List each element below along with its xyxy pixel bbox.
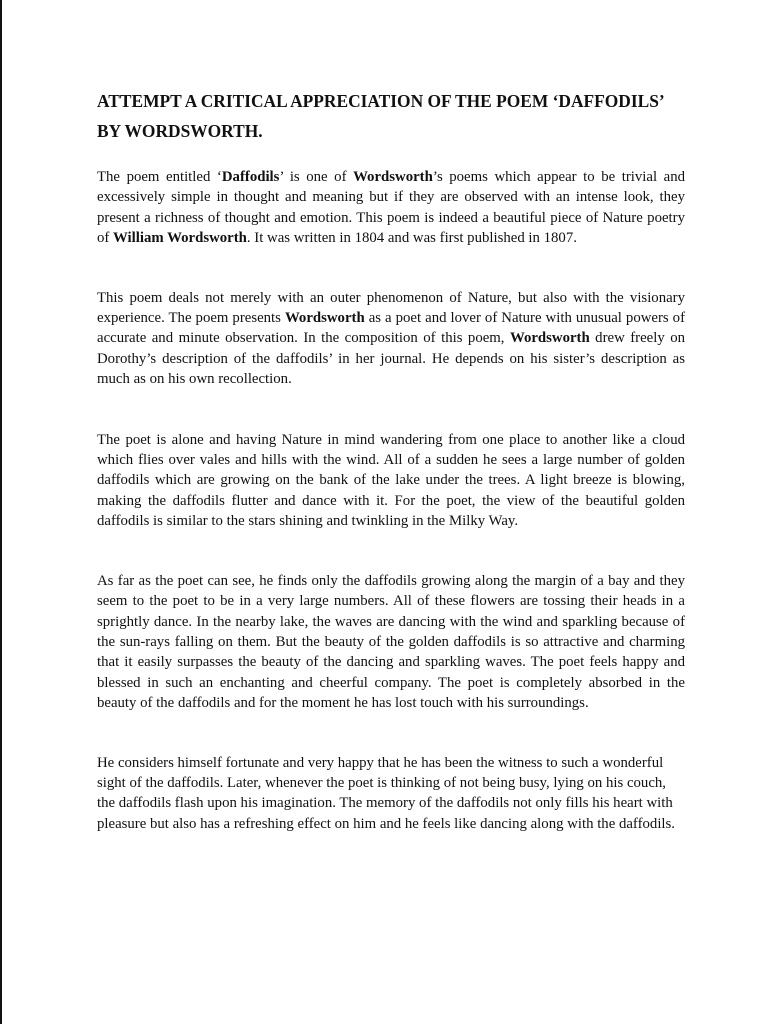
paragraph-2-run-5: drew freely on Dorothy’s description of the daffodils’ in her journal. He depends on his sister’s description as much as on his own recollection. [97, 330, 685, 388]
paragraph-1 [97, 167, 685, 249]
paragraph-3-run-1: The poet is alone and having Nature in mind wandering from one place to another like a cloud which flies over vales and hills with the wind. All of a sudden he sees a large number of golden daffodils which are growing on the bank of the lake under the trees. A light breeze is blowing, making the daffodils flutter and dance with it. For the poet, the view of the beautiful golden daffodils is similar to the stars shining and twinkling in the Milky Way. [97, 431, 685, 530]
paragraph-1-run-3: ’ is one of [279, 169, 354, 185]
paragraph-1-run-1: The poem entitled ‘ [97, 169, 222, 185]
paragraph-2-run-3: as a poet and lover of Nature with unusual powers of accurate and minute observation. In the composition of this poem, [97, 310, 685, 347]
paragraph-2 [97, 288, 685, 390]
paragraph-4-run-1: As far as the poet can see, he finds only the daffodils growing along the margin of a bay and they seem to the poet to be in a very large numbers. All of these flowers are tossing their heads in a sprightly dance. In the nearby lake, the waves are dancing with the wind and sparkling because of the sun-rays falling on them. But the beauty of the golden daffodils is so attractive and charming that it easily surpasses the beauty of the dancing and sparkling waves. The poet feels happy and blessed in such an enchanting and cheerful company. The poet is completely absorbed in the beauty of the daffodils and for the moment he has lost touch with his surroundings. [97, 572, 685, 712]
paragraph-5-run-1: He considers himself fortunate and very happy that he has been the witness to such a wonderful sight of the daffodils. Later, whenever the poet is thinking of not being busy, lying on his couch, the daffodils flash upon his imagination. The memory of the daffodils not only fills his heart with pleasure but also has a refreshing effect on him and he feels like dancing along with the daffodils. [97, 754, 675, 832]
paragraph-1-run-4: Wordsworth [353, 169, 433, 185]
document-body [97, 86, 685, 834]
paragraph-1-run-7: . It was written in 1804 and was first published in 1807. [246, 230, 577, 247]
paragraph-1-run-2: Daffodils [221, 169, 280, 185]
document-title: ATTEMPT A CRITICAL APPRECIATION OF THE POEM ‘DAFFODILS’ BY WORDSWORTH. [97, 91, 664, 141]
paragraph-2-run-4: Wordsworth [509, 330, 590, 347]
paragraph-1-run-6: William Wordsworth [113, 230, 247, 247]
paragraph-1-run-5: ’s poems which appear to be trivial and excessively simple in thought and meaning but if they are observed with an intense look, they present a richness of thought and emotion. This poem is indeed a beautiful piece of Nature poetry of [97, 169, 686, 247]
paragraph-5 [97, 753, 685, 835]
paragraph-2-run-1: This poem deals not merely with an outer phenomenon of Nature, but also with the visionary experience. The poem presents [97, 289, 685, 327]
paragraph-2-run-2: Wordsworth [284, 310, 365, 327]
paragraph-4 [97, 571, 685, 714]
paragraph-3 [97, 430, 685, 532]
